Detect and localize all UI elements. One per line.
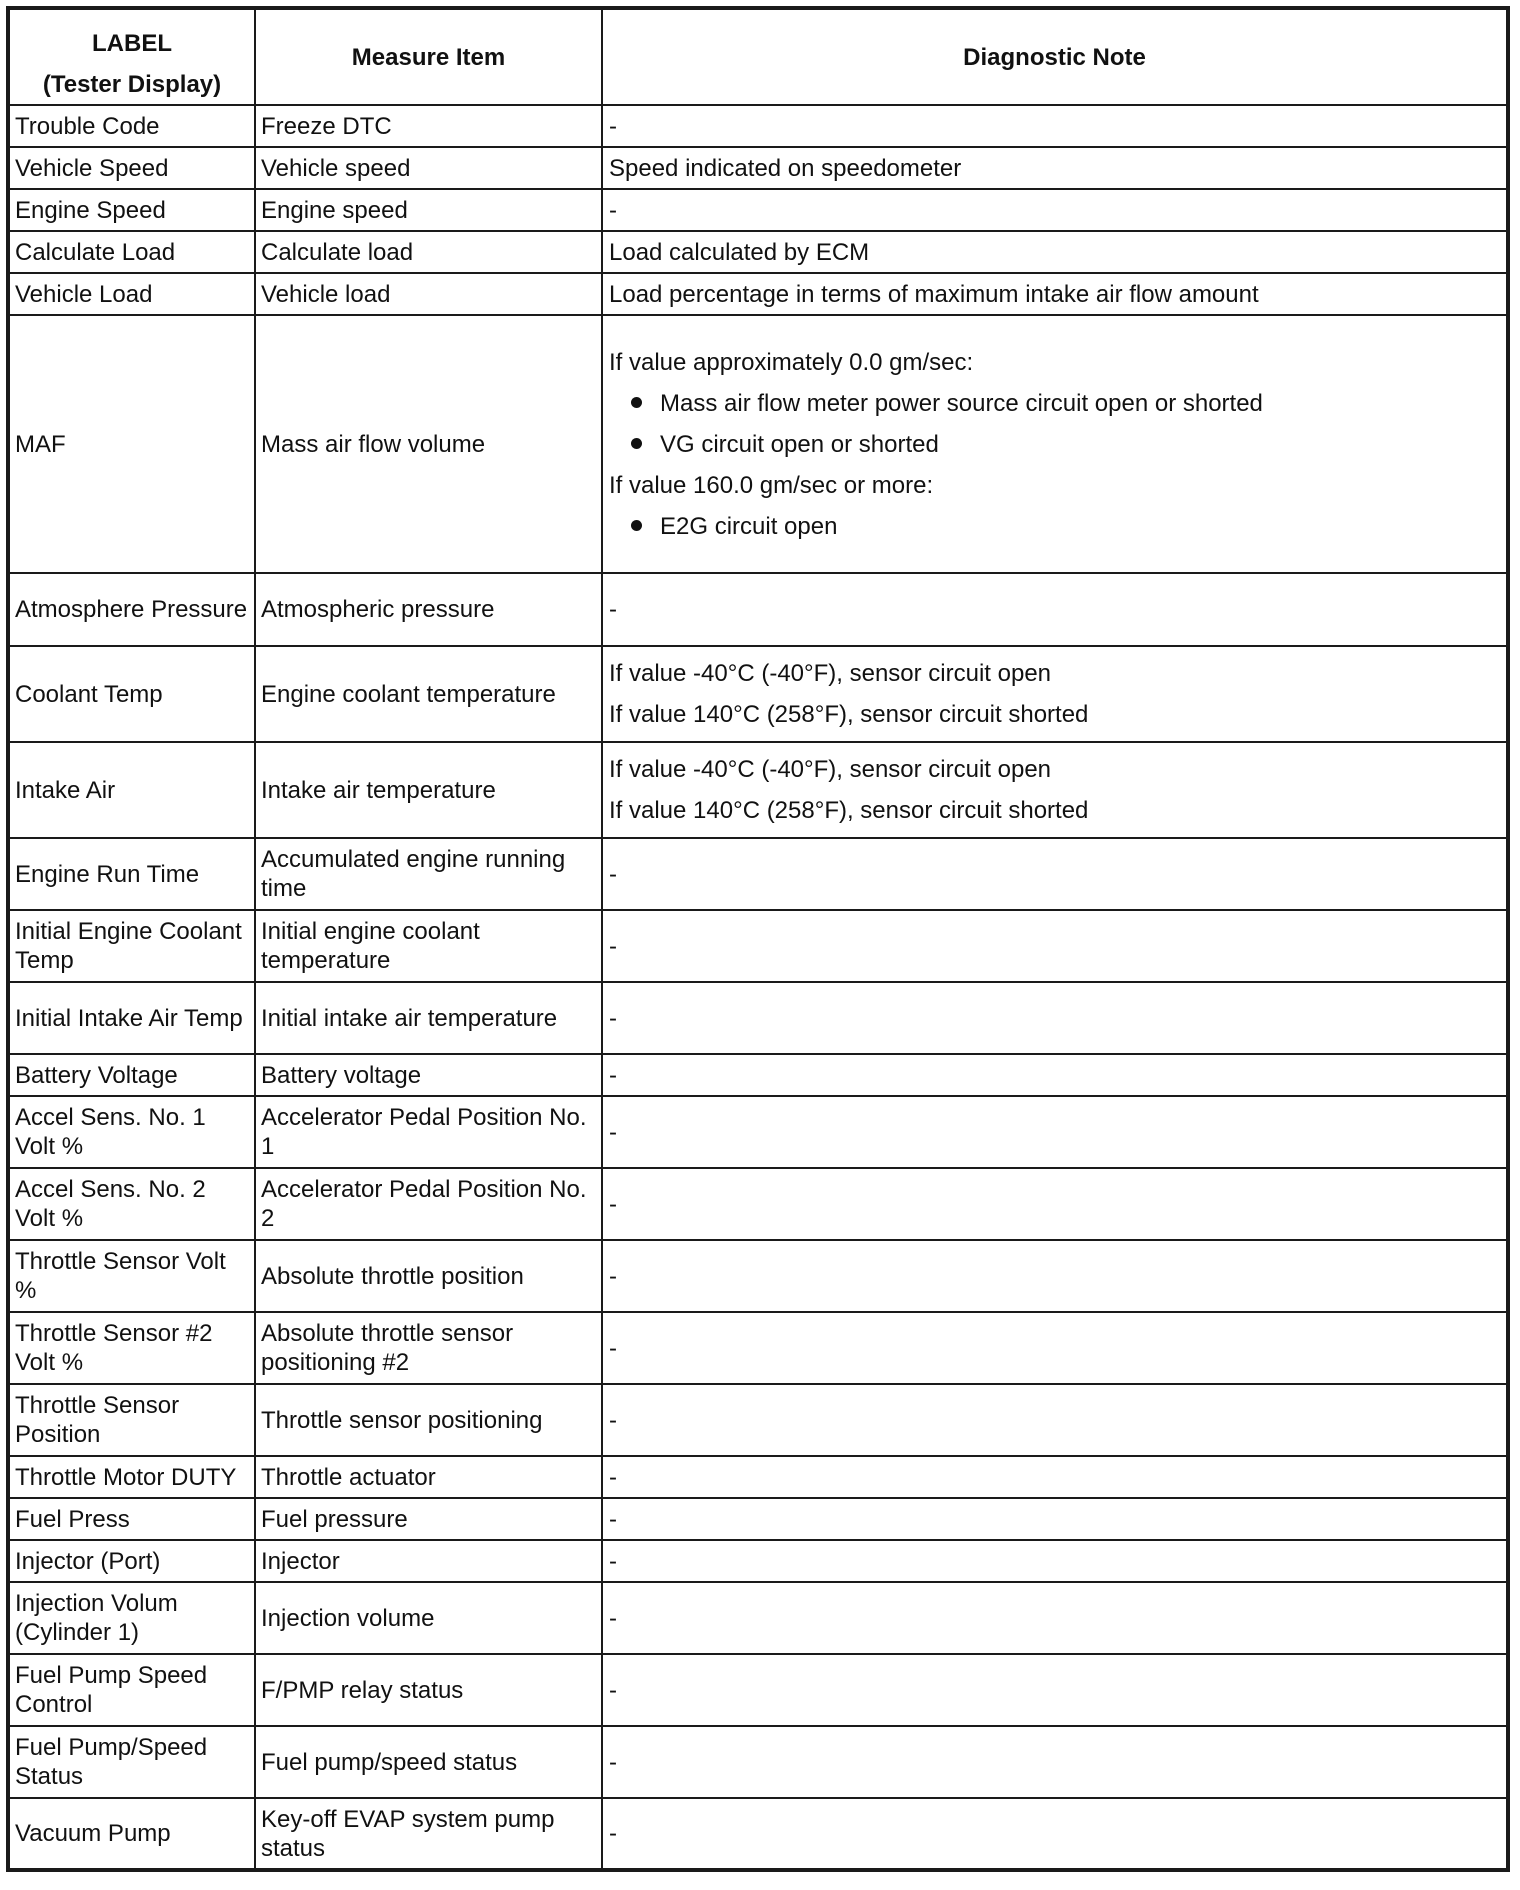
cell-measure-item: Accumulated engine running time xyxy=(255,838,602,910)
table-row xyxy=(8,1384,1508,1456)
cell-diagnostic-note: - xyxy=(602,1384,1508,1456)
cell-diagnostic-note: - xyxy=(602,189,1508,231)
cell-diagnostic-note: - xyxy=(602,1054,1508,1096)
cell-measure-item: Accelerator Pedal Position No. 2 xyxy=(255,1168,602,1240)
data-list-sheet xyxy=(6,6,1506,1872)
table-row xyxy=(8,1654,1508,1726)
table-header-row xyxy=(8,8,1508,105)
cell-diagnostic-note: - xyxy=(602,910,1508,982)
cell-measure-item: Initial intake air temperature xyxy=(255,982,602,1054)
cell-diagnostic-note xyxy=(602,646,1508,742)
cell-label: Engine Speed xyxy=(8,189,255,231)
table-row xyxy=(8,838,1508,910)
cell-diagnostic-note: Load percentage in terms of maximum intake air flow amount xyxy=(602,273,1508,315)
cell-measure-item: Vehicle load xyxy=(255,273,602,315)
cell-label: Coolant Temp xyxy=(8,646,255,742)
cell-measure-item: Vehicle speed xyxy=(255,147,602,189)
cell-diagnostic-note: - xyxy=(602,1240,1508,1312)
data-list-table xyxy=(6,6,1510,1872)
table-row xyxy=(8,1798,1508,1870)
cell-diagnostic-note: - xyxy=(602,982,1508,1054)
note-line: If value 140°C (258°F), sensor circuit shorted xyxy=(609,797,1089,824)
table-row xyxy=(8,982,1508,1054)
cell-measure-item: Fuel pump/speed status xyxy=(255,1726,602,1798)
cell-diagnostic-note: - xyxy=(602,1654,1508,1726)
cell-label: Injection Volum (Cylinder 1) xyxy=(8,1582,255,1654)
cell-label: Throttle Sensor #2 Volt % xyxy=(8,1312,255,1384)
table-row xyxy=(8,189,1508,231)
cell-label: Throttle Motor DUTY xyxy=(8,1456,255,1498)
bullet-icon xyxy=(631,438,642,449)
note-bullet-item xyxy=(631,512,1501,541)
cell-label: Vacuum Pump xyxy=(8,1798,255,1870)
cell-measure-item: Accelerator Pedal Position No. 1 xyxy=(255,1096,602,1168)
cell-diagnostic-note: - xyxy=(602,838,1508,910)
cell-label: Fuel Pump Speed Control xyxy=(8,1654,255,1726)
table-row xyxy=(8,573,1508,646)
cell-label: MAF xyxy=(8,315,255,573)
cell-measure-item: Atmospheric pressure xyxy=(255,573,602,646)
table-row xyxy=(8,1456,1508,1498)
cell-measure-item: Key-off EVAP system pump status xyxy=(255,1798,602,1870)
table-row xyxy=(8,273,1508,315)
table-row xyxy=(8,1726,1508,1798)
cell-measure-item: F/PMP relay status xyxy=(255,1654,602,1726)
cell-label: Injector (Port) xyxy=(8,1540,255,1582)
cell-label: Vehicle Speed xyxy=(8,147,255,189)
table-row xyxy=(8,1096,1508,1168)
table-row xyxy=(8,742,1508,838)
cell-label: Accel Sens. No. 1 Volt % xyxy=(8,1096,255,1168)
note-line: If value 140°C (258°F), sensor circuit shorted xyxy=(609,701,1089,728)
cell-diagnostic-note: - xyxy=(602,1168,1508,1240)
header-label-line1: LABEL xyxy=(92,29,172,57)
cell-label: Trouble Code xyxy=(8,105,255,147)
cell-diagnostic-note: - xyxy=(602,1798,1508,1870)
note-bullet-item xyxy=(631,389,1501,418)
table-row xyxy=(8,1312,1508,1384)
cell-diagnostic-note: - xyxy=(602,1456,1508,1498)
cell-measure-item: Throttle actuator xyxy=(255,1456,602,1498)
header-diagnostic-note: Diagnostic Note xyxy=(602,8,1508,105)
table-row xyxy=(8,231,1508,273)
cell-diagnostic-note: - xyxy=(602,1582,1508,1654)
cell-measure-item: Freeze DTC xyxy=(255,105,602,147)
cell-diagnostic-note: Load calculated by ECM xyxy=(602,231,1508,273)
cell-label: Atmosphere Pressure xyxy=(8,573,255,646)
note-line: If value -40°C (-40°F), sensor circuit open xyxy=(609,660,1052,687)
note-line: If value 160.0 gm/sec or more: xyxy=(609,471,934,499)
cell-diagnostic-note xyxy=(602,315,1508,573)
table-row xyxy=(8,910,1508,982)
cell-diagnostic-note: - xyxy=(602,1096,1508,1168)
bullet-icon xyxy=(631,520,642,531)
note-line: If value -40°C (-40°F), sensor circuit open xyxy=(609,756,1052,783)
cell-measure-item: Engine speed xyxy=(255,189,602,231)
header-label xyxy=(8,8,255,105)
cell-measure-item: Mass air flow volume xyxy=(255,315,602,573)
header-measure-item: Measure Item xyxy=(255,8,602,105)
bullet-icon xyxy=(631,397,642,408)
cell-label: Initial Intake Air Temp xyxy=(8,982,255,1054)
cell-measure-item: Fuel pressure xyxy=(255,1498,602,1540)
cell-label: Vehicle Load xyxy=(8,273,255,315)
cell-label: Fuel Press xyxy=(8,1498,255,1540)
cell-measure-item: Injection volume xyxy=(255,1582,602,1654)
cell-diagnostic-note: - xyxy=(602,1540,1508,1582)
table-row xyxy=(8,1582,1508,1654)
table-row xyxy=(8,646,1508,742)
cell-label: Initial Engine Coolant Temp xyxy=(8,910,255,982)
cell-label: Intake Air xyxy=(8,742,255,838)
cell-diagnostic-note: - xyxy=(602,1498,1508,1540)
note-bullet-text: Mass air flow meter power source circuit open or shorted xyxy=(660,389,1263,417)
table-row xyxy=(8,105,1508,147)
table-row xyxy=(8,1540,1508,1582)
note-line: If value approximately 0.0 gm/sec: xyxy=(609,348,974,376)
cell-measure-item: Engine coolant temperature xyxy=(255,646,602,742)
table-body xyxy=(8,105,1508,1870)
cell-measure-item: Battery voltage xyxy=(255,1054,602,1096)
cell-diagnostic-note: Speed indicated on speedometer xyxy=(602,147,1508,189)
cell-diagnostic-note: - xyxy=(602,105,1508,147)
note-bullet-text: E2G circuit open xyxy=(660,512,838,540)
table-row xyxy=(8,1054,1508,1096)
cell-diagnostic-note: - xyxy=(602,1312,1508,1384)
cell-diagnostic-note xyxy=(602,742,1508,838)
table-row xyxy=(8,1168,1508,1240)
cell-label: Throttle Sensor Volt % xyxy=(8,1240,255,1312)
cell-measure-item: Calculate load xyxy=(255,231,602,273)
cell-diagnostic-note: - xyxy=(602,573,1508,646)
cell-label: Battery Voltage xyxy=(8,1054,255,1096)
cell-measure-item: Initial engine coolant temperature xyxy=(255,910,602,982)
table-row xyxy=(8,147,1508,189)
cell-label: Calculate Load xyxy=(8,231,255,273)
cell-diagnostic-note: - xyxy=(602,1726,1508,1798)
note-bullet-text: VG circuit open or shorted xyxy=(660,430,939,458)
table-row xyxy=(8,315,1508,573)
header-label-line2: (Tester Display) xyxy=(42,70,222,98)
note-bullet-item xyxy=(631,430,1501,459)
cell-measure-item: Injector xyxy=(255,1540,602,1582)
cell-measure-item: Intake air temperature xyxy=(255,742,602,838)
table-row xyxy=(8,1498,1508,1540)
cell-label: Accel Sens. No. 2 Volt % xyxy=(8,1168,255,1240)
cell-measure-item: Absolute throttle position xyxy=(255,1240,602,1312)
cell-label: Fuel Pump/Speed Status xyxy=(8,1726,255,1798)
cell-measure-item: Throttle sensor positioning xyxy=(255,1384,602,1456)
cell-label: Engine Run Time xyxy=(8,838,255,910)
table-row xyxy=(8,1240,1508,1312)
cell-label: Throttle Sensor Position xyxy=(8,1384,255,1456)
cell-measure-item: Absolute throttle sensor positioning #2 xyxy=(255,1312,602,1384)
